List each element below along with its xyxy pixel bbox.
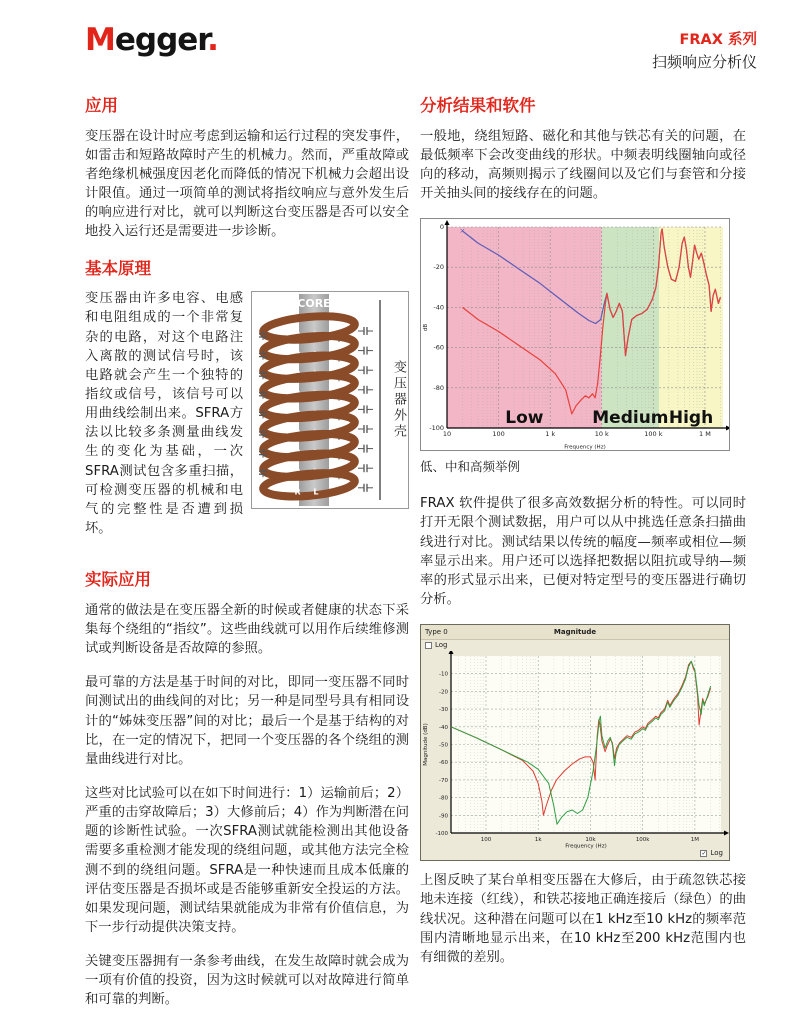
svg-text:1 k: 1 k [545, 430, 556, 439]
paragraph-practical-2: 最可靠的方法是基于时间的对比，即同一变压器不同时间测试出的曲线间的对比；另一种是同型号具有相同设计的“姊妹变压器”间的对比；最后一个是基于结构的对比，在一定的情况下，把同一个变压器的各个绕组的测量曲线进行对比。 [85, 675, 409, 767]
svg-text:R L: R L [294, 389, 324, 399]
transformer-core-coil-illustration [252, 292, 408, 508]
header-right [652, 28, 757, 72]
svg-text:R L: R L [294, 448, 324, 458]
paragraph-frax-software: FRAX 软件提供了很多高效数据分析的特性。可以同时打开无限个测试数据，用户可以从中挑选任意条扫描曲线进行对比。测试结果以传统的幅度—频率或相位—频率显示出来。用户还可以选择把数据以阻抗或导纳—频率的形式显示出来，已便对特定型号的变压器进行确切分析。 [420, 496, 746, 608]
svg-text:0: 0 [439, 223, 444, 232]
frax-software-window [420, 624, 730, 861]
svg-text:-100: -100 [429, 424, 444, 433]
svg-text:CORE: CORE [297, 297, 331, 311]
heading-application: 应用 [85, 96, 118, 115]
svg-text:R L: R L [294, 330, 324, 340]
log-checkbox-row [421, 640, 729, 651]
svg-text:-80: -80 [433, 384, 444, 393]
log-checkbox-label: Log [435, 641, 448, 650]
logo-letter-m: M [85, 22, 115, 58]
svg-text:-40: -40 [433, 303, 444, 312]
bottom-log-checkbox-label: Log [710, 849, 723, 858]
svg-text:100k: 100k [635, 837, 650, 844]
svg-text:-70: -70 [439, 778, 448, 785]
svg-text:10 k: 10 k [594, 430, 609, 439]
svg-text:Low: Low [505, 408, 544, 429]
svg-text:R L: R L [294, 468, 324, 478]
svg-text:10k: 10k [585, 837, 596, 844]
svg-text:dB: dB [423, 324, 429, 332]
svg-text:10: 10 [442, 430, 452, 439]
logo-rest: egger [114, 22, 208, 58]
svg-text:High: High [668, 408, 714, 429]
svg-text:-60: -60 [433, 343, 444, 352]
svg-text:1M: 1M [690, 837, 700, 844]
right-column [420, 88, 746, 982]
heading-basic-principle: 基本原理 [85, 258, 151, 278]
heading-analysis-software: 分析结果和软件 [420, 96, 536, 115]
heading-practical-application: 实际应用 [85, 570, 151, 590]
transformer-diagram [251, 291, 409, 509]
log-checkbox [425, 642, 432, 649]
svg-text:Medium: Medium [592, 408, 669, 429]
svg-text:Magnitude (dB): Magnitude (dB) [423, 723, 429, 766]
left-column [85, 88, 409, 1025]
megger-logo [85, 22, 218, 58]
svg-text:-50: -50 [439, 742, 448, 749]
transformer-shell-label: 变压器外壳 [391, 360, 406, 441]
paragraph-basic-principle: 变压器由许多电容、电感和电阻组成的一个非常复杂的电路，对这个电路注入离散的测试信号时，该电路就会产生一个独特的指纹或信号，该信号可以用曲线绘制出来。SFRA方法以比较多条测量曲线发生的变化为基础，一次SFRA测试包含多重扫描，可检测变压器的机械和电气的完整性是否遭到损坏。 [85, 291, 243, 537]
svg-text:-60: -60 [439, 760, 448, 767]
svg-text:×: × [459, 227, 466, 236]
magnitude-frequency-plot [421, 651, 729, 849]
chart1-caption: 低、中和高频举例 [420, 459, 521, 475]
svg-text:R L: R L [294, 428, 324, 438]
paragraph-practical-1: 通常的做法是在变压器全新的时候或者健康的状态下采集每个绕组的“指纹”。这些曲线就可以用作后续维修测试或判断设备是否故障的参照。 [85, 602, 409, 657]
svg-text:Frequency (Hz): Frequency (Hz) [565, 843, 607, 850]
svg-text:-100: -100 [435, 831, 448, 838]
svg-text:-30: -30 [439, 707, 448, 714]
svg-text:R L: R L [294, 350, 324, 360]
chart2-caption: 上图反映了某台单相变压器在大修后，由于疏忽铁芯接地未连接（红线），和铁芯接地正确连接后（绿色）的曲线状况。这种潜在问题可以在1 kHz至10 kHz的频率范围内清晰地显示出来，在10 kHz至200 kHz范围内也有细微的差别。 [420, 873, 746, 965]
window-type-label: Type 0 [425, 628, 448, 637]
svg-text:-40: -40 [439, 725, 448, 732]
window-title: Magnitude [553, 628, 597, 637]
svg-text:100 k: 100 k [644, 430, 663, 439]
product-subtitle: 扫频响应分析仪 [651, 53, 757, 71]
software-window-header [421, 625, 729, 640]
svg-text:1 M: 1 M [699, 430, 711, 439]
paragraph-practical-3: 这些对比试验可以在如下时间进行：1）运输前后；2）严重的击穿故障后；3）大修前后；4）作为判断潜在问题的诊断性试验。一次SFRA测试就能检测出其他设备需要多重检测才能发现的绕组问题，或其他方法完全检测不到的绕组问题。SFRA是一种快速而且成本低廉的评估变压器是否损坏或是否能够重新安全投运的方法。如果发现问题，测试结果就能成为非常有价值信息，为下一步行动提供决策支持。 [85, 786, 409, 936]
svg-text:-20: -20 [439, 689, 448, 696]
frequency-response-regions-plot [421, 219, 729, 450]
svg-text:100: 100 [492, 430, 505, 439]
svg-text:-10: -10 [439, 671, 448, 678]
svg-text:100: 100 [480, 837, 492, 844]
bottom-log-checkbox-row [421, 849, 729, 860]
paragraph-application: 变压器在设计时应考虑到运输和运行过程的突发事件，如雷击和短路故障时产生的机械力。然而，严重故障或者绝缘机械强度因老化而降低的情况下机械力会超出设计限值。通过一项简单的测试将指纹响应与意外发生后的响应进行对比，就可以判断这台变压器是否可以安全地投入运行还是需要进一步诊断。 [85, 128, 409, 240]
paragraph-practical-4: 关键变压器拥有一条参考曲线，在发生故障时就会成为一项有价值的投资，因为这时候就可以对故障进行简单和可靠的判断。 [85, 954, 409, 1008]
svg-text:1k: 1k [534, 837, 542, 844]
bottom-log-checkbox: ✓ [701, 850, 707, 858]
paragraph-analysis: 一般地，绕组短路、磁化和其他与铁芯有关的问题，在最低频率下会改变曲线的形状。中频表明线圈轴向或径向的移动，高频则揭示了线圈间以及它们与套管和分接开关抽头间的接线存在的问题。 [420, 128, 746, 202]
basic-principle-section [85, 289, 409, 553]
svg-text:R L: R L [294, 409, 324, 419]
svg-text:-90: -90 [439, 813, 448, 820]
series-title: FRAX 系列 [679, 32, 757, 48]
svg-text:-80: -80 [439, 795, 448, 802]
low-medium-high-chart [420, 218, 730, 451]
svg-text:-20: -20 [433, 263, 444, 272]
svg-text:R L: R L [294, 487, 324, 497]
logo-dot: . [207, 22, 218, 58]
svg-text:R L: R L [294, 370, 324, 380]
svg-text:Frequency (Hz): Frequency (Hz) [564, 444, 606, 451]
